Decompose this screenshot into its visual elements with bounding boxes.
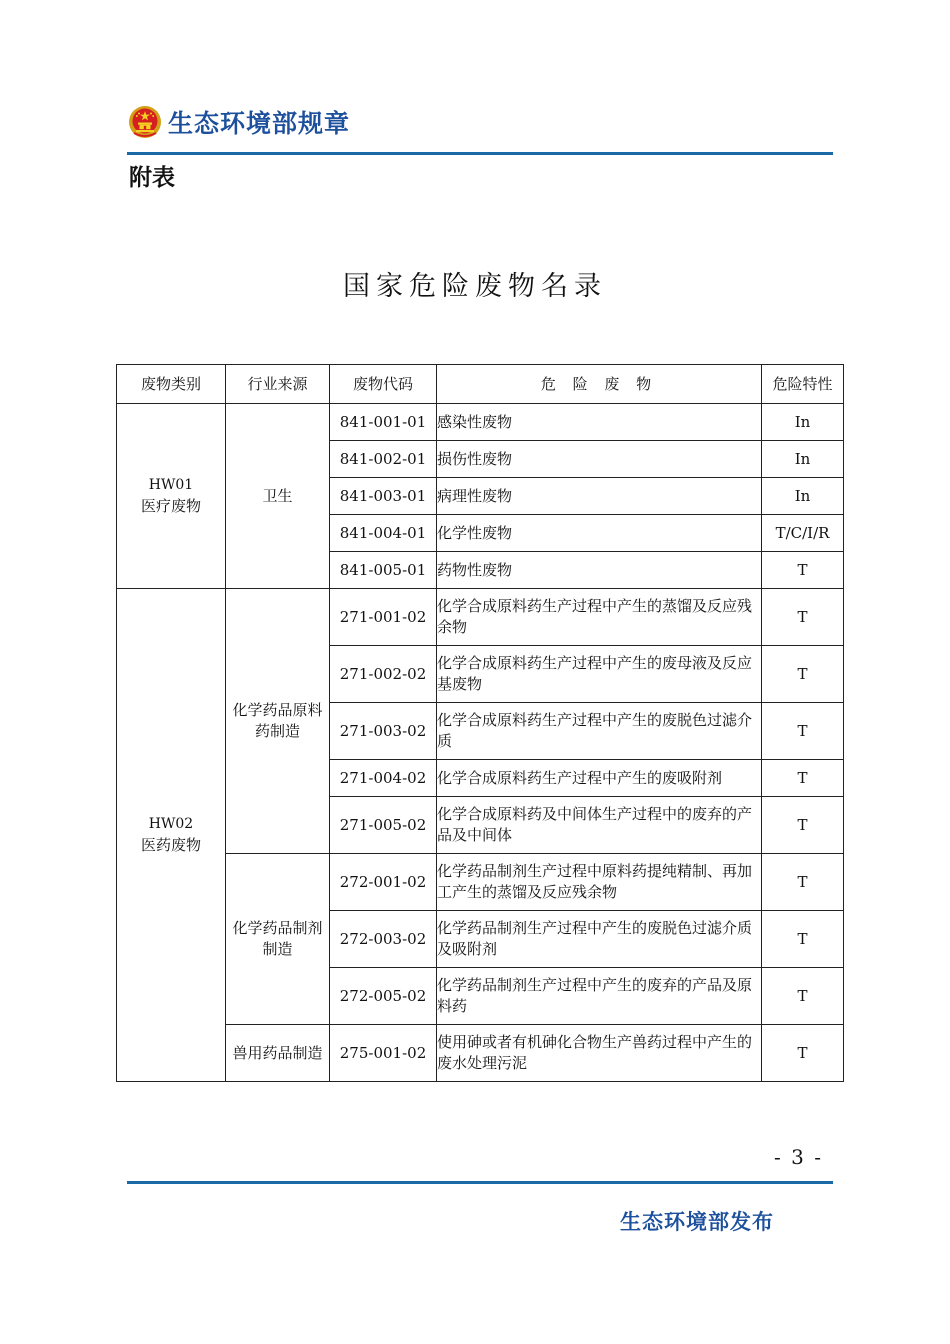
header-rule xyxy=(127,152,833,155)
waste-code: 272-001-02 xyxy=(330,854,437,911)
page-number: - 3 - xyxy=(774,1145,823,1169)
hazard-property: T/C/I/R xyxy=(762,515,844,552)
document-title: 国家危险废物名录 xyxy=(343,271,607,302)
waste-description: 化学合成原料药及中间体生产过程中的废弃的产品及中间体 xyxy=(437,797,762,854)
waste-description: 病理性废物 xyxy=(437,478,762,515)
waste-description: 药物性废物 xyxy=(437,552,762,589)
hazard-property: T xyxy=(762,552,844,589)
hazard-property: T xyxy=(762,1025,844,1082)
waste-description: 化学药品制剂生产过程中原料药提纯精制、再加工产生的蒸馏及反应残余物 xyxy=(437,854,762,911)
hazardous-waste-table xyxy=(116,364,844,1082)
hazard-property: T xyxy=(762,797,844,854)
hazard-property: In xyxy=(762,441,844,478)
footer-publisher: 生态环境部发布 xyxy=(620,1210,774,1234)
source-cell: 化学药品原料药制造 xyxy=(226,589,330,854)
waste-code: 271-005-02 xyxy=(330,797,437,854)
hazard-property: T xyxy=(762,854,844,911)
waste-code: 272-003-02 xyxy=(330,911,437,968)
waste-code: 271-004-02 xyxy=(330,760,437,797)
waste-code: 841-002-01 xyxy=(330,441,437,478)
appendix-label: 附表 xyxy=(129,165,175,191)
header-category: 废物类别 xyxy=(117,365,226,404)
waste-description: 化学合成原料药生产过程中产生的废脱色过滤介质 xyxy=(437,703,762,760)
header-title: 生态环境部规章 xyxy=(168,109,351,138)
category-cell xyxy=(117,589,226,1082)
source-cell: 化学药品制剂制造 xyxy=(226,854,330,1025)
category-cell xyxy=(117,404,226,589)
header-code: 废物代码 xyxy=(330,365,437,404)
page-header xyxy=(128,100,350,144)
waste-code: 271-003-02 xyxy=(330,703,437,760)
waste-code: 272-005-02 xyxy=(330,968,437,1025)
source-cell: 兽用药品制造 xyxy=(226,1025,330,1082)
waste-code: 275-001-02 xyxy=(330,1025,437,1082)
waste-description: 感染性废物 xyxy=(437,404,762,441)
table-row xyxy=(117,404,844,441)
waste-code: 841-004-01 xyxy=(330,515,437,552)
hazard-property: In xyxy=(762,478,844,515)
hazard-property: In xyxy=(762,404,844,441)
table-row xyxy=(117,589,844,646)
category-name: 医疗废物 xyxy=(140,497,201,515)
waste-description: 化学合成原料药生产过程中产生的废吸附剂 xyxy=(437,760,762,797)
waste-code: 841-003-01 xyxy=(330,478,437,515)
waste-description: 使用砷或者有机砷化合物生产兽药过程中产生的废水处理污泥 xyxy=(437,1025,762,1082)
waste-description: 化学合成原料药生产过程中产生的废母液及反应基废物 xyxy=(437,646,762,703)
source-cell: 卫生 xyxy=(226,404,330,589)
hazard-property: T xyxy=(762,911,844,968)
hazard-property: T xyxy=(762,703,844,760)
waste-description: 化学合成原料药生产过程中产生的蒸馏及反应残余物 xyxy=(437,589,762,646)
category-name: 医药废物 xyxy=(140,836,201,854)
header-source: 行业来源 xyxy=(226,365,330,404)
category-code: HW01 xyxy=(148,477,194,493)
footer-rule xyxy=(127,1181,833,1184)
category-code: HW02 xyxy=(148,816,194,832)
header-property: 危险特性 xyxy=(762,365,844,404)
national-emblem-icon xyxy=(128,105,162,139)
table-header-row xyxy=(117,365,844,404)
table-row xyxy=(117,854,844,911)
waste-code: 841-005-01 xyxy=(330,552,437,589)
hazard-property: T xyxy=(762,646,844,703)
waste-description: 化学性废物 xyxy=(437,515,762,552)
waste-description: 化学药品制剂生产过程中产生的废弃的产品及原料药 xyxy=(437,968,762,1025)
waste-code: 841-001-01 xyxy=(330,404,437,441)
hazard-property: T xyxy=(762,760,844,797)
hazard-property: T xyxy=(762,968,844,1025)
waste-code: 271-002-02 xyxy=(330,646,437,703)
waste-description: 化学药品制剂生产过程中产生的废脱色过滤介质及吸附剂 xyxy=(437,911,762,968)
waste-code: 271-001-02 xyxy=(330,589,437,646)
table-row xyxy=(117,1025,844,1082)
waste-description: 损伤性废物 xyxy=(437,441,762,478)
hazard-property: T xyxy=(762,589,844,646)
header-hazardous-waste: 危 险 废 物 xyxy=(437,365,762,404)
